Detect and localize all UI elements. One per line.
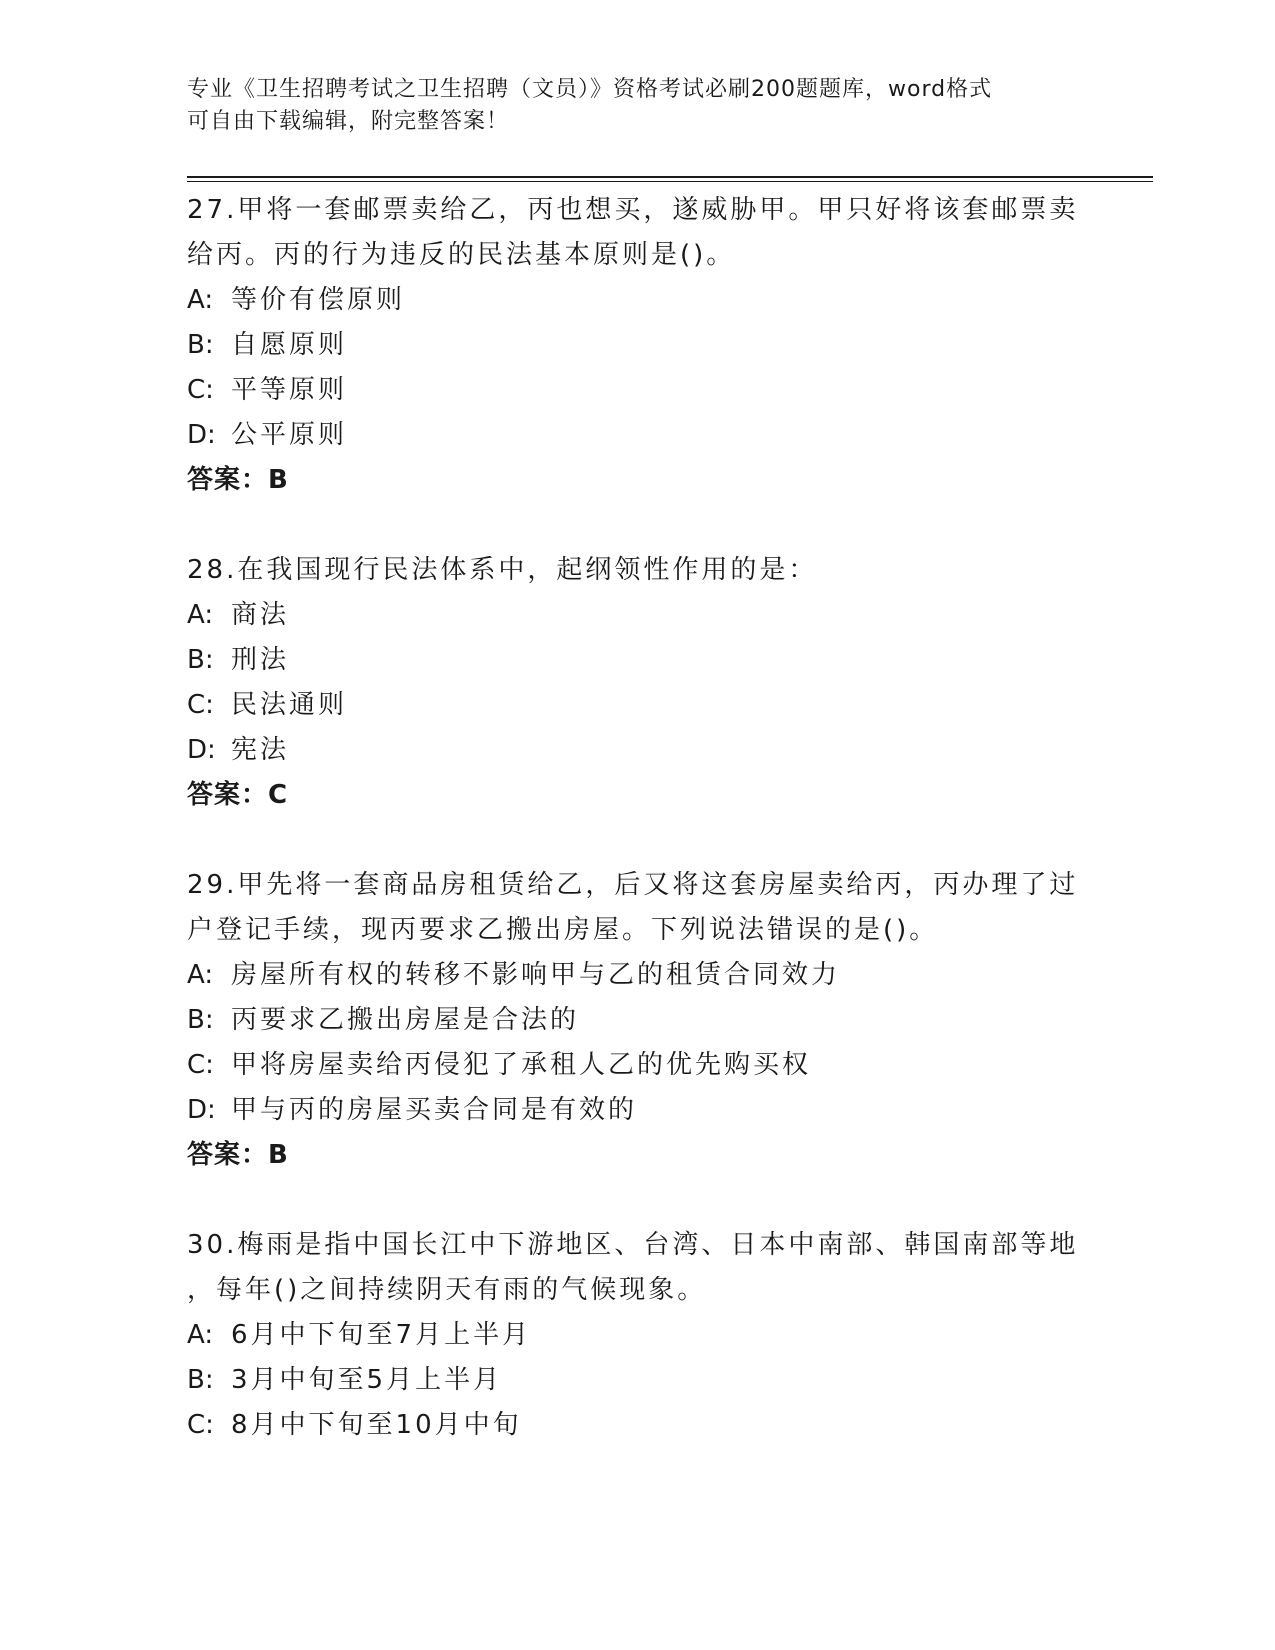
option-c (187, 1043, 1087, 1088)
question-30 (187, 1223, 1087, 1448)
option-c (187, 683, 1087, 728)
question-list (187, 188, 1087, 1493)
option-text: 甲将房屋卖给丙侵犯了承租人乙的优先购买权 (231, 1050, 812, 1080)
option-text: 3月中旬至5月上半月 (231, 1365, 503, 1395)
option-letter: B: (187, 330, 214, 360)
option-c (187, 1403, 1087, 1448)
header-divider-thin (187, 181, 1153, 182)
answer-line: 答案：B (187, 1140, 289, 1170)
option-letter: D: (187, 420, 216, 450)
option-a (187, 593, 1087, 638)
option-d (187, 1088, 1087, 1133)
option-text: 民法通则 (231, 690, 348, 720)
option-text: 自愿原则 (231, 330, 348, 360)
option-letter: D: (187, 1095, 216, 1125)
header-line-2: 可自由下载编辑，附完整答案！ (187, 109, 510, 134)
option-letter: B: (187, 1005, 214, 1035)
question-text-line: 户登记手续，现丙要求乙搬出房屋。下列说法错误的是()。 (187, 915, 939, 945)
header-line-1: 专业《卫生招聘考试之卫生招聘（文员）》资格考试必刷200题题库，word格式 (187, 77, 993, 102)
option-text: 刑法 (231, 645, 290, 675)
question-27 (187, 188, 1087, 503)
header-divider-thick (187, 176, 1153, 178)
option-d (187, 728, 1087, 773)
question-text-line: 给丙。丙的行为违反的民法基本原则是()。 (187, 240, 736, 270)
option-b (187, 1358, 1087, 1403)
option-letter: A: (187, 1320, 214, 1350)
option-letter: C: (187, 1410, 214, 1440)
option-b (187, 323, 1087, 368)
option-text: 平等原则 (231, 375, 348, 405)
option-letter: C: (187, 690, 214, 720)
option-text: 丙要求乙搬出房屋是合法的 (231, 1005, 580, 1035)
option-letter: C: (187, 1050, 214, 1080)
option-c (187, 368, 1087, 413)
option-text: 8月中下旬至10月中旬 (231, 1410, 522, 1440)
option-letter: B: (187, 1365, 214, 1395)
option-text: 公平原则 (231, 420, 348, 450)
option-text: 商法 (231, 600, 290, 630)
option-text: 等价有偿原则 (231, 285, 406, 315)
answer-line: 答案：B (187, 465, 289, 495)
option-a (187, 1313, 1087, 1358)
question-text-line: 27.甲将一套邮票卖给乙，丙也想买，遂威胁甲。甲只好将该套邮票卖 (187, 195, 1079, 225)
option-b (187, 638, 1087, 683)
option-letter: A: (187, 600, 214, 630)
question-text-line: 30.梅雨是指中国长江中下游地区、台湾、日本中南部、韩国南部等地 (187, 1230, 1079, 1260)
answer-line: 答案：C (187, 780, 289, 810)
option-b (187, 998, 1087, 1043)
question-text-line: 28.在我国现行民法体系中，起纲领性作用的是： (187, 555, 818, 585)
document-header (187, 74, 1087, 138)
question-28 (187, 548, 1087, 818)
option-a (187, 278, 1087, 323)
option-text: 宪法 (231, 735, 290, 765)
option-d (187, 413, 1087, 458)
option-text: 房屋所有权的转移不影响甲与乙的租赁合同效力 (231, 960, 841, 990)
option-letter: B: (187, 645, 214, 675)
option-letter: D: (187, 735, 216, 765)
option-letter: A: (187, 960, 214, 990)
option-letter: C: (187, 375, 214, 405)
question-text-line: 29.甲先将一套商品房租赁给乙，后又将这套房屋卖给丙，丙办理了过 (187, 870, 1079, 900)
question-text-line: ，每年()之间持续阴天有雨的气候现象。 (187, 1275, 707, 1305)
option-text: 甲与丙的房屋买卖合同是有效的 (231, 1095, 638, 1125)
option-a (187, 953, 1087, 998)
option-letter: A: (187, 285, 214, 315)
question-29 (187, 863, 1087, 1178)
option-text: 6月中下旬至7月上半月 (231, 1320, 532, 1350)
